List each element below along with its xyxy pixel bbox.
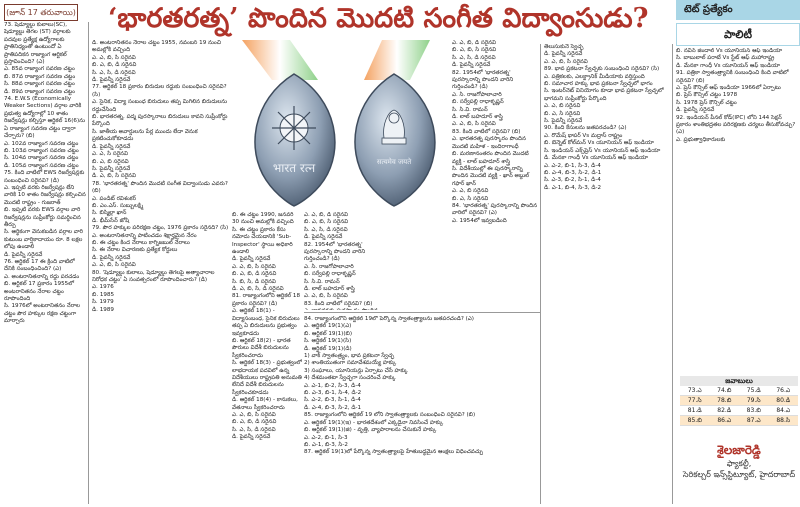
- answer-item: 80.డి: [769, 396, 799, 406]
- page-headline: ‘భారతరత్న’ పొందిన మొదటి సంగీత విద్వాంసుడు?: [108, 3, 649, 34]
- row-divider: [304, 312, 540, 313]
- author-credit: [680, 432, 798, 504]
- text-column-4a: ఎ. ఎ, బి, డి సరైనవి బి. ఎ, బి, సి సరైనవి సి. ఎ, సి, డి సరైనవి డి. పైవన్నీ సరైనవే 82. 1954లో 'భారతరత్న' పురస్కారాన్ని పొందని వారిని గుర్తించండి? (డి) ఎ. సి. రాజగోపాలాచారి బి. సర్వేపల్లి రాధాకృష్ణన్‌ సి. సి.వి. రామన్‌ డి. లాల్‌ బహదూర్‌ శాస్త్రి ఎ. ఎ, బి, సి సరైనవి 83. కింది వాటిలో సరైనవి? (బి): [304, 212, 373, 307]
- answer-key-title: జవాబులు: [680, 376, 798, 386]
- date-tag: (జూన్ 17 తరువాయి): [4, 4, 78, 21]
- answer-item: 86.ఎ: [710, 416, 740, 426]
- answer-item: 84.ఎ: [769, 406, 799, 416]
- medal-back: [355, 74, 435, 206]
- answer-item: 87.ఎ: [739, 416, 769, 426]
- answer-item: 73.ఎ: [680, 386, 710, 396]
- answer-item: 82.డి: [710, 406, 740, 416]
- text-column-5: 84. రాజ్యాంగంలోని ఆర్టికల్‌ 19లో పేర్కొన్న స్వాతంత్ర్యాలను జతపరచండి? (ఎ) ఎ. ఆర్టికల్‌ 19(1)(ఎ) బి. ఆర్టికల్‌ 19(1)(బి) సి. ఆర్టికల్‌ 19(1)(సి) డి. ఆర్టికల్‌ 19(1)(డి) 1) వాక్‌ స్వాతంత్ర్యం, భావ ప్రకటనా స్వేచ్ఛ 2) శాంతియుతంగా సమావేశమయ్యే హక్కు 3) సంఘాలు, యూనియన్లు ఏర్పాటు చేసే హక్కు 4) దేశమంతటా స్వేచ్ఛగా సంచరించే హక్కు ఎ. ఎ-1, బి-2, సి-3, డి-4 బి. ఎ-3, బి-1, సి-4, డి-2 సి. ఎ-2, బి-3, సి-1, డి-4 డి. ఎ-4, బి-3, సి-2, డి-1 85. రాజ్యాంగంలోని ఆర్టికల్‌ 19 లోని స్వాతంత్ర్యాలకు సంబంధించి సరైనవి? (బి) ఎ. ఆర్టికల్‌ 19(1)(ఇ) - భారతదేశంలో ఎక్కడైనా నివసించే హక్కు బి. ఆర్టికల్‌ 19(1)(జి) - వృత్తి, వ్యాపారాలను చేసుకునే హక్కు ఎ. ఎ-2, బి-1, సి-3 బి. ఎ-1, బి-3, సి-2 87. ఆర్టికల్‌ 19(1)లో పేర్కొన్న స్వాతంత్ర్యాలపై హేతుబద్ధమైన ఆంక్షలు విధించవచ్చు: [304, 316, 484, 456]
- answer-key: [680, 376, 798, 428]
- answer-item: 83.బి: [739, 406, 769, 416]
- text-column-6: తెలుసుకునే స్వేచ్ఛ డి. పైవన్నీ సరైనవే ఎ. ఎ, బి, సి సరైనవి 89. భావ ప్రకటనా స్వేచ్ఛకు సంబంధించి సరైనవి? (సి) ఎ. పత్రికలకు, ఎలక్ట్రానిక్‌ మీడియాకు వర్తిస్తుంది బి. సమాచార హక్కు భావ ప్రకటనా స్వేచ్ఛలో భాగం సి. ఇంటర్‌నెట్‌ వినియోగం కూడా భావ ప్రకటనా స్వేచ్ఛలో భాగమని సుప్రీంకోర్టు పేర్కొంది ఎ. ఎ, బి సరైనవి బి. ఎ, సి సరైనవి సి. పైవన్నీ సరైనవే 90. కింది కేసులను జతపరచండి? (ఎ) ఎ. రొమేష్‌ థాపర్‌ Vs మద్రాస్‌ రాష్ట్రం బి. బెన్నెట్‌ కోల్‌మన్‌ Vs యూనియన్‌ ఆఫ్‌ ఇండియా సి. ఇండియన్‌ ఎక్స్‌ప్రెస్‌ Vs యూనియన్‌ ఆఫ్‌ ఇండియా డి. మేనకా గాంధీ Vs యూనియన్‌ ఆఫ్‌ ఇండియా ఎ. ఎ-2, బి-1, సి-3, డి-4 బి. ఎ-4, బి-3, సి-2, డి-1 సి. ఎ-3, బి-2, సి-1, డి-4 డి. ఎ-1, బి-4, సి-3, డి-2: [544, 44, 664, 191]
- answer-item: 88.సి: [769, 416, 799, 426]
- text-column-4b: ఎ. ఎ, బి, డి సరైనవి బి. ఎ, బి, సి సరైనవి సి. ఎ, సి, డి సరైనవి డి. పైవన్నీ సరైనవే 82. 1954లో 'భారతరత్న' పురస్కారాన్ని పొందని వారిని గుర్తించండి? (డి) ఎ. సి. రాజగోపాలాచారి బి. సర్వేపల్లి రాధాకృష్ణన్‌ సి. సి.వి. రామన్‌ డి. లాల్‌ బహదూర్‌ శాస్త్రి ఎ. ఎ, బి, సి సరైనవి 83. కింది వాటిలో సరైనవి? (బి) ఎ. భారతరత్న పురస్కారం పొందిన మొదటి మహిళ - ఇందిరాగాంధీ బి. మరణానంతరం పొందిన మొదటి వ్యక్తి - లాల్‌ బహదూర్‌ శాస్త్రి సి. విదేశీయుల్లో ఈ పురస్కారాన్ని పొందిన మొదటి వ్యక్తి - ఖాన్‌ అబ్దుల్‌ గఫార్‌ ఖాన్‌ ఎ. ఎ, బి సరైనవి బి. ఎ, సి సరైనవి 84. 'భారతరత్న' పురస్కారాన్ని పొందిన వారిలో సరైనవి? (ఎ) ఎ. 1954లో ఇవ్వబడింది: [452, 40, 538, 224]
- answer-grid: [680, 386, 798, 426]
- badge-bottom-label: పాలిటీ: [676, 23, 800, 46]
- badge-top-label: టెట్ ప్రత్యేకం: [676, 0, 800, 20]
- author-name: శైలజారెడ్డి: [717, 443, 761, 457]
- column-divider: [88, 22, 89, 504]
- column-divider: [672, 44, 673, 504]
- medal-motto: सत्यमेव जयते: [376, 158, 412, 166]
- answer-item: 81.డి: [680, 406, 710, 416]
- answer-item: 78.బి: [710, 396, 740, 406]
- author-org: సెరికల్చర్‌ ఇన్స్‌స్టిట్యూట్‌, హైదరాబాద్‌: [682, 470, 796, 479]
- author-title: ఫ్యాకల్టీ,: [726, 459, 752, 468]
- answer-item: 74.బి: [710, 386, 740, 396]
- answer-item: 77.సి: [680, 396, 710, 406]
- text-column-1: 73. షెడ్యూల్డు కులాలు(SC), షెడ్యూల్డు తెగల (ST) వర్గాలకు పదవుల ప్రత్యేక్ష ఉద్యోగాలకు ప్రాతినిధ్యంతో ఉంటుందో ఏ ప్రాతిపదికన రాజ్యాంగ ఆర్టికల్‌ ప్రస్తావించింది? (ఎ) ఎ. 85వ రాజ్యాంగ సవరణ చట్టం బి. 87వ రాజ్యాంగ సవరణ చట్టం సి. 88వ రాజ్యాంగ సవరణ చట్టం డి. 89వ రాజ్యాంగ సవరణ చట్టం 74. E.W.S (Economically Weaker Sections) వర్గాల వారికి ప్రభుత్వ ఉద్యోగాల్లో 10 శాతం రిజర్వేషన్లు కల్పిస్తూ ఆర్టికల్‌ 16(6)ను ఏ రాజ్యాంగ సవరణ చట్టం ద్వారా చేర్చారు? (బి) ఎ. 102వ రాజ్యాంగ సవరణ చట్టం బి. 103వ రాజ్యాంగ సవరణ చట్టం సి. 104వ రాజ్యాంగ సవరణ చట్టం డి. 105వ రాజ్యాంగ సవరణ చట్టం 75. కింది వాటిలో EWS రిజర్వేషన్లకు సంబంధించి సరైనవి? (డి) ఎ. ఇప్పటి వరకు రిజర్వేషన్లు లేని వారికి 10 శాతం రిజర్వేషన్లు కల్పించిన మొదటి రాష్ట్రం - గుజరాత్‌ బి. ఇప్పటి వరకు EWS వర్గాల వారి రిజర్వేషన్లను సుప్రీంకోర్టు సమర్థించిన తీర్పు సి. ఆర్థికంగా వెనుకబడిన వర్గాల వారి కుటుంబ వార్షికాదాయం రూ. 8 లక్షల లోపు ఉండాలి డి. పైవన్నీ సరైనవే 76. ఆర్టికల్‌ 17 ఈ క్రింది వాటిలో దేనికి సంబంధించింది? (ఎ) ఎ. అంటరానితనాన్ని రద్దు పరచడం బి. ఆర్టికల్‌ 17 ప్రకారం 1955లో అంటరానితనం నేరాల చట్టం రూపొందింది సి. 1976లో అంటరానితనం నేరాల చట్టం పౌర హక్కుల రక్షణ చట్టంగా మార్చారు: [4, 22, 86, 325]
- answer-item: 85.బి: [680, 416, 710, 426]
- answer-item: 76.ఎ: [769, 386, 799, 396]
- medal-inscription: भारत रत्न: [272, 161, 316, 175]
- column-divider: [540, 44, 541, 504]
- text-column-3: బి. ఈ చట్టం 1990, జనవరి 30 నుంచి అమల్లోకి వచ్చింది సి. ఈ చట్టం ప్రకారం కేసు నమోదు చేయడానికి 'Sub-Inspector' స్థాయి అధికారి ఉండాలి డి. పైవన్నీ సరైనవే ఎ. ఎ, బి, సి సరైనవి బి. ఎ, బి, డి సరైనవి సి. బి, సి, డి సరైనవి డి. ఎ, బి, సి, డి సరైనవి 81. రాజ్యాంగంలోని ఆర్టికల్‌ 18 ప్రకారం సరైనవి? (డి) ఎ. ఆర్టికల్‌ 18(1) - విద్యాసంబంధ, సైనిక బిరుదులు తప్ప ఏ బిరుదులను ప్రభుత్వం ఇవ్వకూడదు బి. ఆర్టికల్‌ 18(2) - భారత పౌరులు విదేశీ బిరుదులను స్వీకరించరాదు సి. ఆర్టికల్‌ 18(3) - ప్రభుత్వంలో లాభదాయక పదవిలో ఉన్న విదేశీయులు రాష్ట్రపతి అనుమతి లేనిదే విదేశీ బిరుదులను స్వీకరించకూడదు డి. ఆర్టికల్‌ 18(4) - కానుకలు, వేతనాలు స్వీకరించరాదు ఎ. ఎ, బి, సి సరైనవి బి. ఎ, బి, డి సరైనవి సి. ఎ, సి, డి సరైనవి డి. పైవన్నీ సరైనవే: [232, 212, 302, 441]
- text-column-7: బి. నవీన్‌ జిందాల్‌ Vs యూనియన్‌ ఆఫ్‌ ఇండియా సి. బాబులాల్‌ పరాటే Vs స్టేట్‌ ఆఫ్‌ మహారాష్ట్ర డి. మేనకా గాంధీ Vs యూనియన్‌ ఆఫ్‌ ఇండియా 91. పత్రికా స్వాతంత్ర్యానికి సంబంధించి కింది వాటిలో సరైనవి? (బి) ఎ. ప్రెస్‌ కౌన్సిల్‌ ఆఫ్‌ ఇండియా 1966లో ఏర్పాటు బి. ప్రెస్‌ కౌన్సిల్‌ చట్టం 1978 సి. 1978 ప్రెస్‌ కౌన్సిల్‌ చట్టం డి. పైవన్నీ సరైనవే 92. ఇండియన్‌ పీనల్‌ కోడ్‌(IPC) లోని 144 సెక్షన్‌ ప్రకారం శాంతిభద్రతల పరిరక్షణకు చర్యలు తీసుకోవచ్చు? (ఎ) ఎ. ప్రభుత్వాధికారులకు: [676, 48, 796, 143]
- answer-item: 79.సి: [739, 396, 769, 406]
- medal-front: [255, 74, 335, 206]
- section-badge: [676, 0, 800, 44]
- answer-item: 75.డి: [739, 386, 769, 396]
- bharat-ratna-medal-illustration: [232, 40, 448, 208]
- text-column-2: డి. అంటరానితనం నేరాల చట్టం 1955, నవంబర్‌ 19 నుంచి అమల్లోకి వచ్చింది ఎ. ఎ, బి, సి సరైనవి బి. ఎ, బి, డి సరైనవి సి. ఎ, సి, డి సరైనవి డి. పైవన్నీ సరైనవే 77. ఆర్టికల్‌ 18 ప్రకారం బిరుదుల రద్దుకు సంబంధించి సరైనవి? (సి) ఎ. సైనిక, విద్యా సంబంధ బిరుదులు తప్ప మిగిలిన బిరుదులను రద్దుచేసింది బి. భారతరత్న, పద్మ పురస్కారాలు బిరుదులు కావని సుప్రీంకోర్టు పేర్కొంది సి. జాతీయ అవార్డులను పేర్ల ముందు లేదా వెనుక ప్రకటించుకోకూడదు డి. పైవన్నీ సరైనవే ఎ. ఎ, సి సరైనవి బి. ఎ, బి సరైనవి సి. పైవన్నీ సరైనవే డి. ఎ, బి, సి సరైనవి 78. 'భారతరత్న' పొందిన మొదటి సంగీత విద్వాంసుడు ఎవరు? (బి) ఎ. పండిట్‌ రవిశంకర్‌ బి. ఎం.ఎస్‌. సుబ్బులక్ష్మి సి. బిస్మిల్లా ఖాన్‌ డి. భీమ్‌సేన్‌ జోషి 79. పౌర హక్కుల పరిరక్షణ చట్టం, 1976 ప్రకారం సరైనది? (సి) ఎ. అంటరానితనాన్ని పాటించడం శిక్షార్హమైన నేరం బి. ఈ చట్టం కింద నేరాలు కాగ్నిజబుల్‌ నేరాలు సి. ఈ నేరాల విచారణకు ప్రత్యేక కోర్టులు డి. పైవన్నీ సరైనవే ఎ. ఎ, బి, సి సరైనవి 80. 'షెడ్యూల్డు కులాలు, షెడ్యూల్డు తెగలపై అత్యాచారాల నిరోధక చట్టం' ఏ సంవత్సరంలో రూపొందించారు? (డి) ఎ. 1976 బి. 1985 సి. 1979 డి. 1989: [92, 40, 229, 313]
